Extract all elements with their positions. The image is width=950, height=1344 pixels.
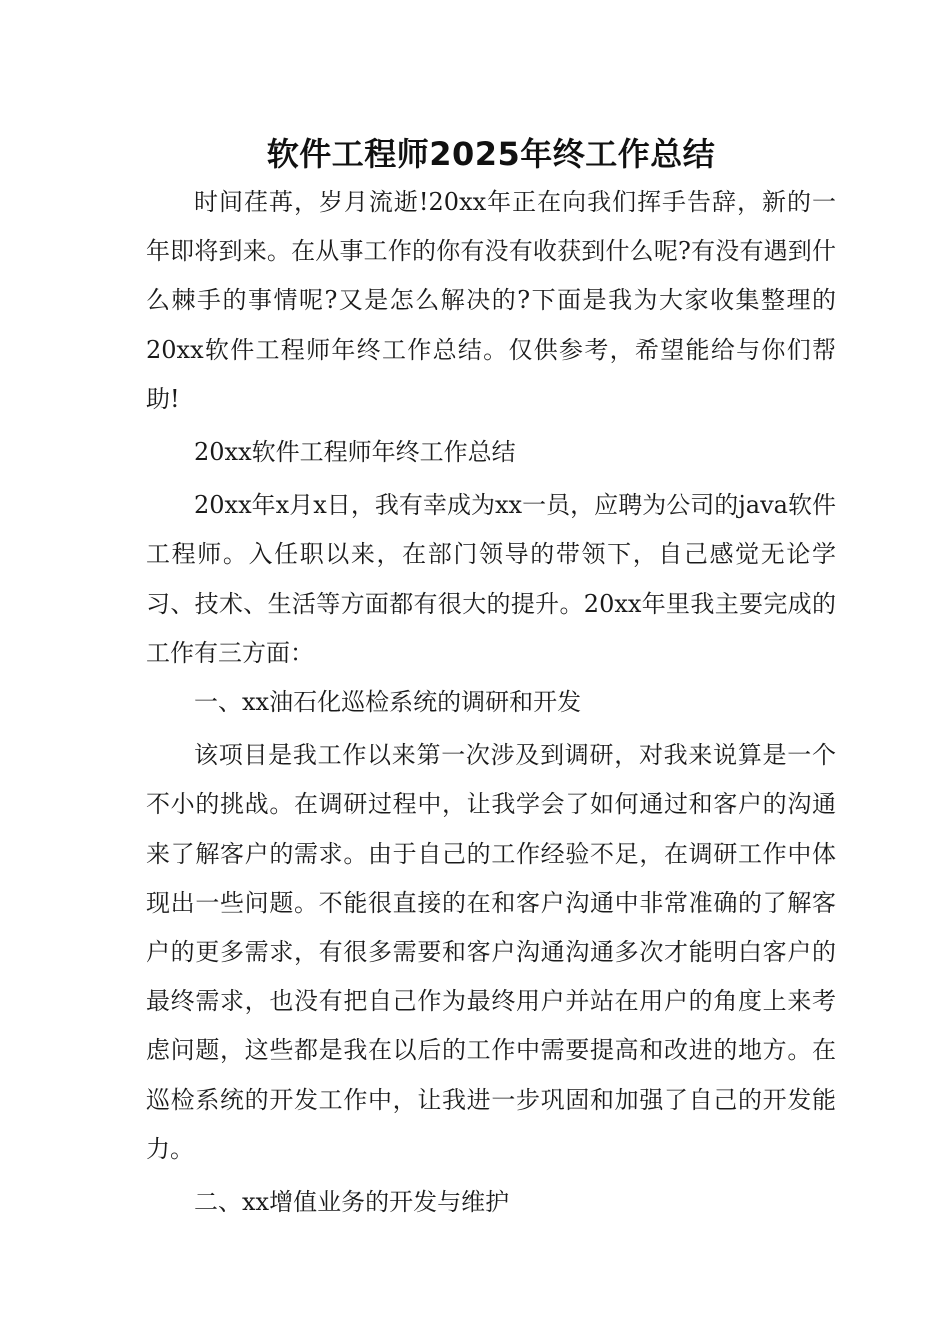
section-heading: 二、xx增值业务的开发与维护 <box>194 1188 510 1217</box>
section-heading: 20xx软件工程师年终工作总结 <box>194 438 516 467</box>
body-paragraph: 20xx年x月x日，我有幸成为xx一员，应聘为公司的java软件工程师。入任职以来，在部门领导的带领下，自己感觉无论学习、技术、生活等方面都有很大的提升。20xx年里我主要完成的工作有三方面： <box>146 491 836 667</box>
document-page <box>146 120 836 1227</box>
section-heading: 一、xx油石化巡检系统的调研和开发 <box>194 688 582 717</box>
document-body <box>146 178 836 1227</box>
document-title: 软件工程师2025年终工作总结 <box>266 135 716 173</box>
body-paragraph: 该项目是我工作以来第一次涉及到调研，对我来说算是一个不小的挑战。在调研过程中，让我学会了如何通过和客户的沟通来了解客户的需求。由于自己的工作经验不足，在调研工作中体现出一些问题。不能很直接的在和客户沟通中非常准确的了解客户的更多需求，有很多需要和客户沟通沟通多次才能明白客户的最终需求，也没有把自己作为最终用户并站在用户的角度上来考虑问题，这些都是我在以后的工作中需要提高和改进的地方。在巡检系统的开发工作中，让我进一步巩固和加强了自己的开发能力。 <box>146 741 836 1163</box>
intro-paragraph: 时间荏苒，岁月流逝!20xx年正在向我们挥手告辞，新的一年即将到来。在从事工作的你有没有收获到什么呢?有没有遇到什么棘手的事情呢?又是怎么解决的?下面是我为大家收集整理的20xx软件工程师年终工作总结。仅供参考，希望能给与你们帮助! <box>146 188 836 413</box>
